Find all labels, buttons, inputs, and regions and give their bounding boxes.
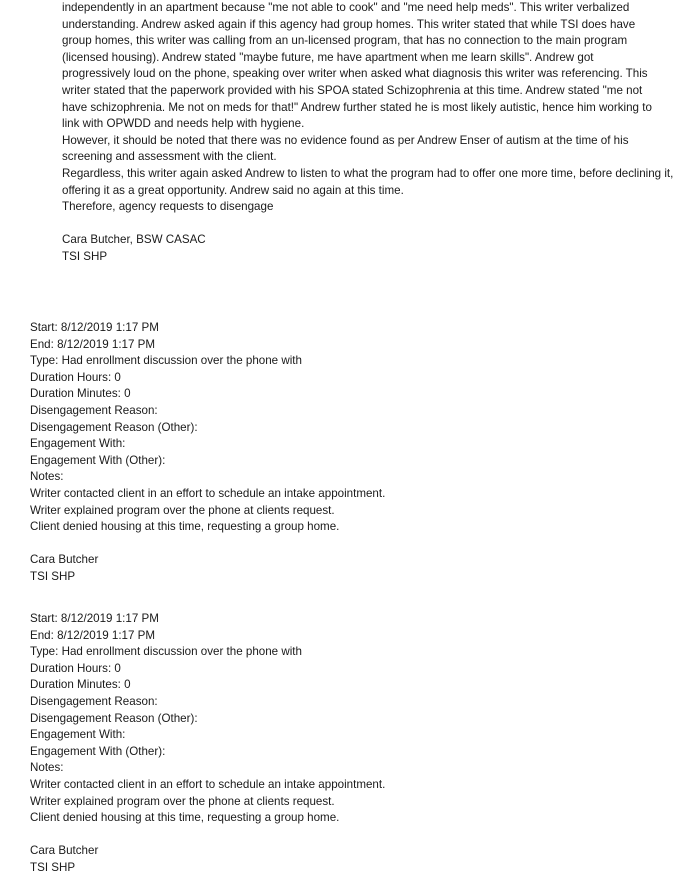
engagement-with-field: Engagement With: [30, 437, 126, 451]
type-field: Type: Had enrollment discussion over the phone with [30, 645, 302, 659]
disengagement-reason-other-field: Disengagement Reason (Other): [30, 711, 198, 725]
note-line: Writer contacted client in an effort to schedule an intake appointment. [30, 777, 386, 791]
narrative-line: group homes, this writer was calling from an un-licensed program, that has no connection to the main program [62, 34, 628, 48]
narrative-line: (licensed housing). Andrew stated "maybe future, me have apartment when me learn skills". Andrew got [62, 50, 594, 64]
spacer [30, 827, 385, 844]
type-field: Type: Had enrollment discussion over the phone with [30, 354, 302, 368]
signature-name: Cara Butcher [30, 844, 99, 858]
disengagement-reason-other-field: Disengagement Reason (Other): [30, 420, 198, 434]
signature-name: Cara Butcher [30, 553, 99, 567]
duration-minutes-field: Duration Minutes: 0 [30, 678, 131, 692]
notes-label: Notes: [30, 470, 64, 484]
narrative-line: However, it should be noted that there was no evidence found as per Andrew Enser of autism at the time of his [62, 133, 629, 147]
narrative-line: writer stated that the paperwork provided with his SPOA stated Schizophrenia at this time. Andrew stated "me not [62, 83, 643, 97]
engagement-with-field: Engagement With: [30, 728, 126, 742]
narrative-section [62, 0, 673, 266]
contact-entry [30, 611, 385, 877]
duration-minutes-field: Duration Minutes: 0 [30, 387, 131, 401]
duration-hours-field: Duration Hours: 0 [30, 661, 121, 675]
signature-org: TSI SHP [30, 569, 76, 583]
note-line: Client denied housing at this time, requesting a group home. [30, 520, 340, 534]
note-line: Writer explained program over the phone at clients request. [30, 503, 335, 517]
start-field: Start: 8/12/2019 1:17 PM [30, 612, 159, 625]
signature-org: TSI SHP [30, 860, 76, 874]
note-line: Writer contacted client in an effort to schedule an intake appointment. [30, 486, 386, 500]
end-field: End: 8/12/2019 1:17 PM [30, 337, 156, 351]
note-line: Writer explained program over the phone at clients request. [30, 794, 335, 808]
narrative-line: have schizophrenia. Me not on meds for that!" Andrew further stated he is most likely autistic, hence him working to [62, 100, 652, 114]
contact-entry [30, 320, 385, 586]
note-line: Client denied housing at this time, requesting a group home. [30, 811, 340, 825]
disengagement-reason-field: Disengagement Reason: [30, 694, 158, 708]
signature-org: TSI SHP [62, 249, 108, 263]
narrative-line: progressively loud on the phone, speaking over writer when asked what diagnosis this writer was referencing. This [62, 67, 648, 81]
end-field: End: 8/12/2019 1:17 PM [30, 628, 156, 642]
narrative-line: offering it as a great opportunity. Andrew said no again at this time. [62, 183, 404, 197]
spacer [30, 536, 385, 553]
narrative-line: independently in an apartment because "me not able to cook" and "me need help meds". This writer verbalized [62, 1, 630, 14]
narrative-line: understanding. Andrew asked again if this agency had group homes. This writer stated that while TSI does have [62, 17, 636, 31]
narrative-line: link with OPWDD and needs help with hygiene. [62, 117, 305, 131]
disengagement-reason-field: Disengagement Reason: [30, 403, 158, 417]
signature-name: Cara Butcher, BSW CASAC [62, 233, 206, 247]
narrative-line: Therefore, agency requests to disengage [62, 200, 274, 214]
spacer [62, 216, 673, 233]
duration-hours-field: Duration Hours: 0 [30, 370, 121, 384]
start-field: Start: 8/12/2019 1:17 PM [30, 321, 159, 334]
engagement-with-other-field: Engagement With (Other): [30, 453, 166, 467]
notes-label: Notes: [30, 761, 64, 775]
narrative-line: screening and assessment with the client. [62, 150, 277, 164]
engagement-with-other-field: Engagement With (Other): [30, 744, 166, 758]
narrative-line: Regardless, this writer again asked Andrew to listen to what the program had to offer one more time, before declining it, [62, 166, 674, 180]
